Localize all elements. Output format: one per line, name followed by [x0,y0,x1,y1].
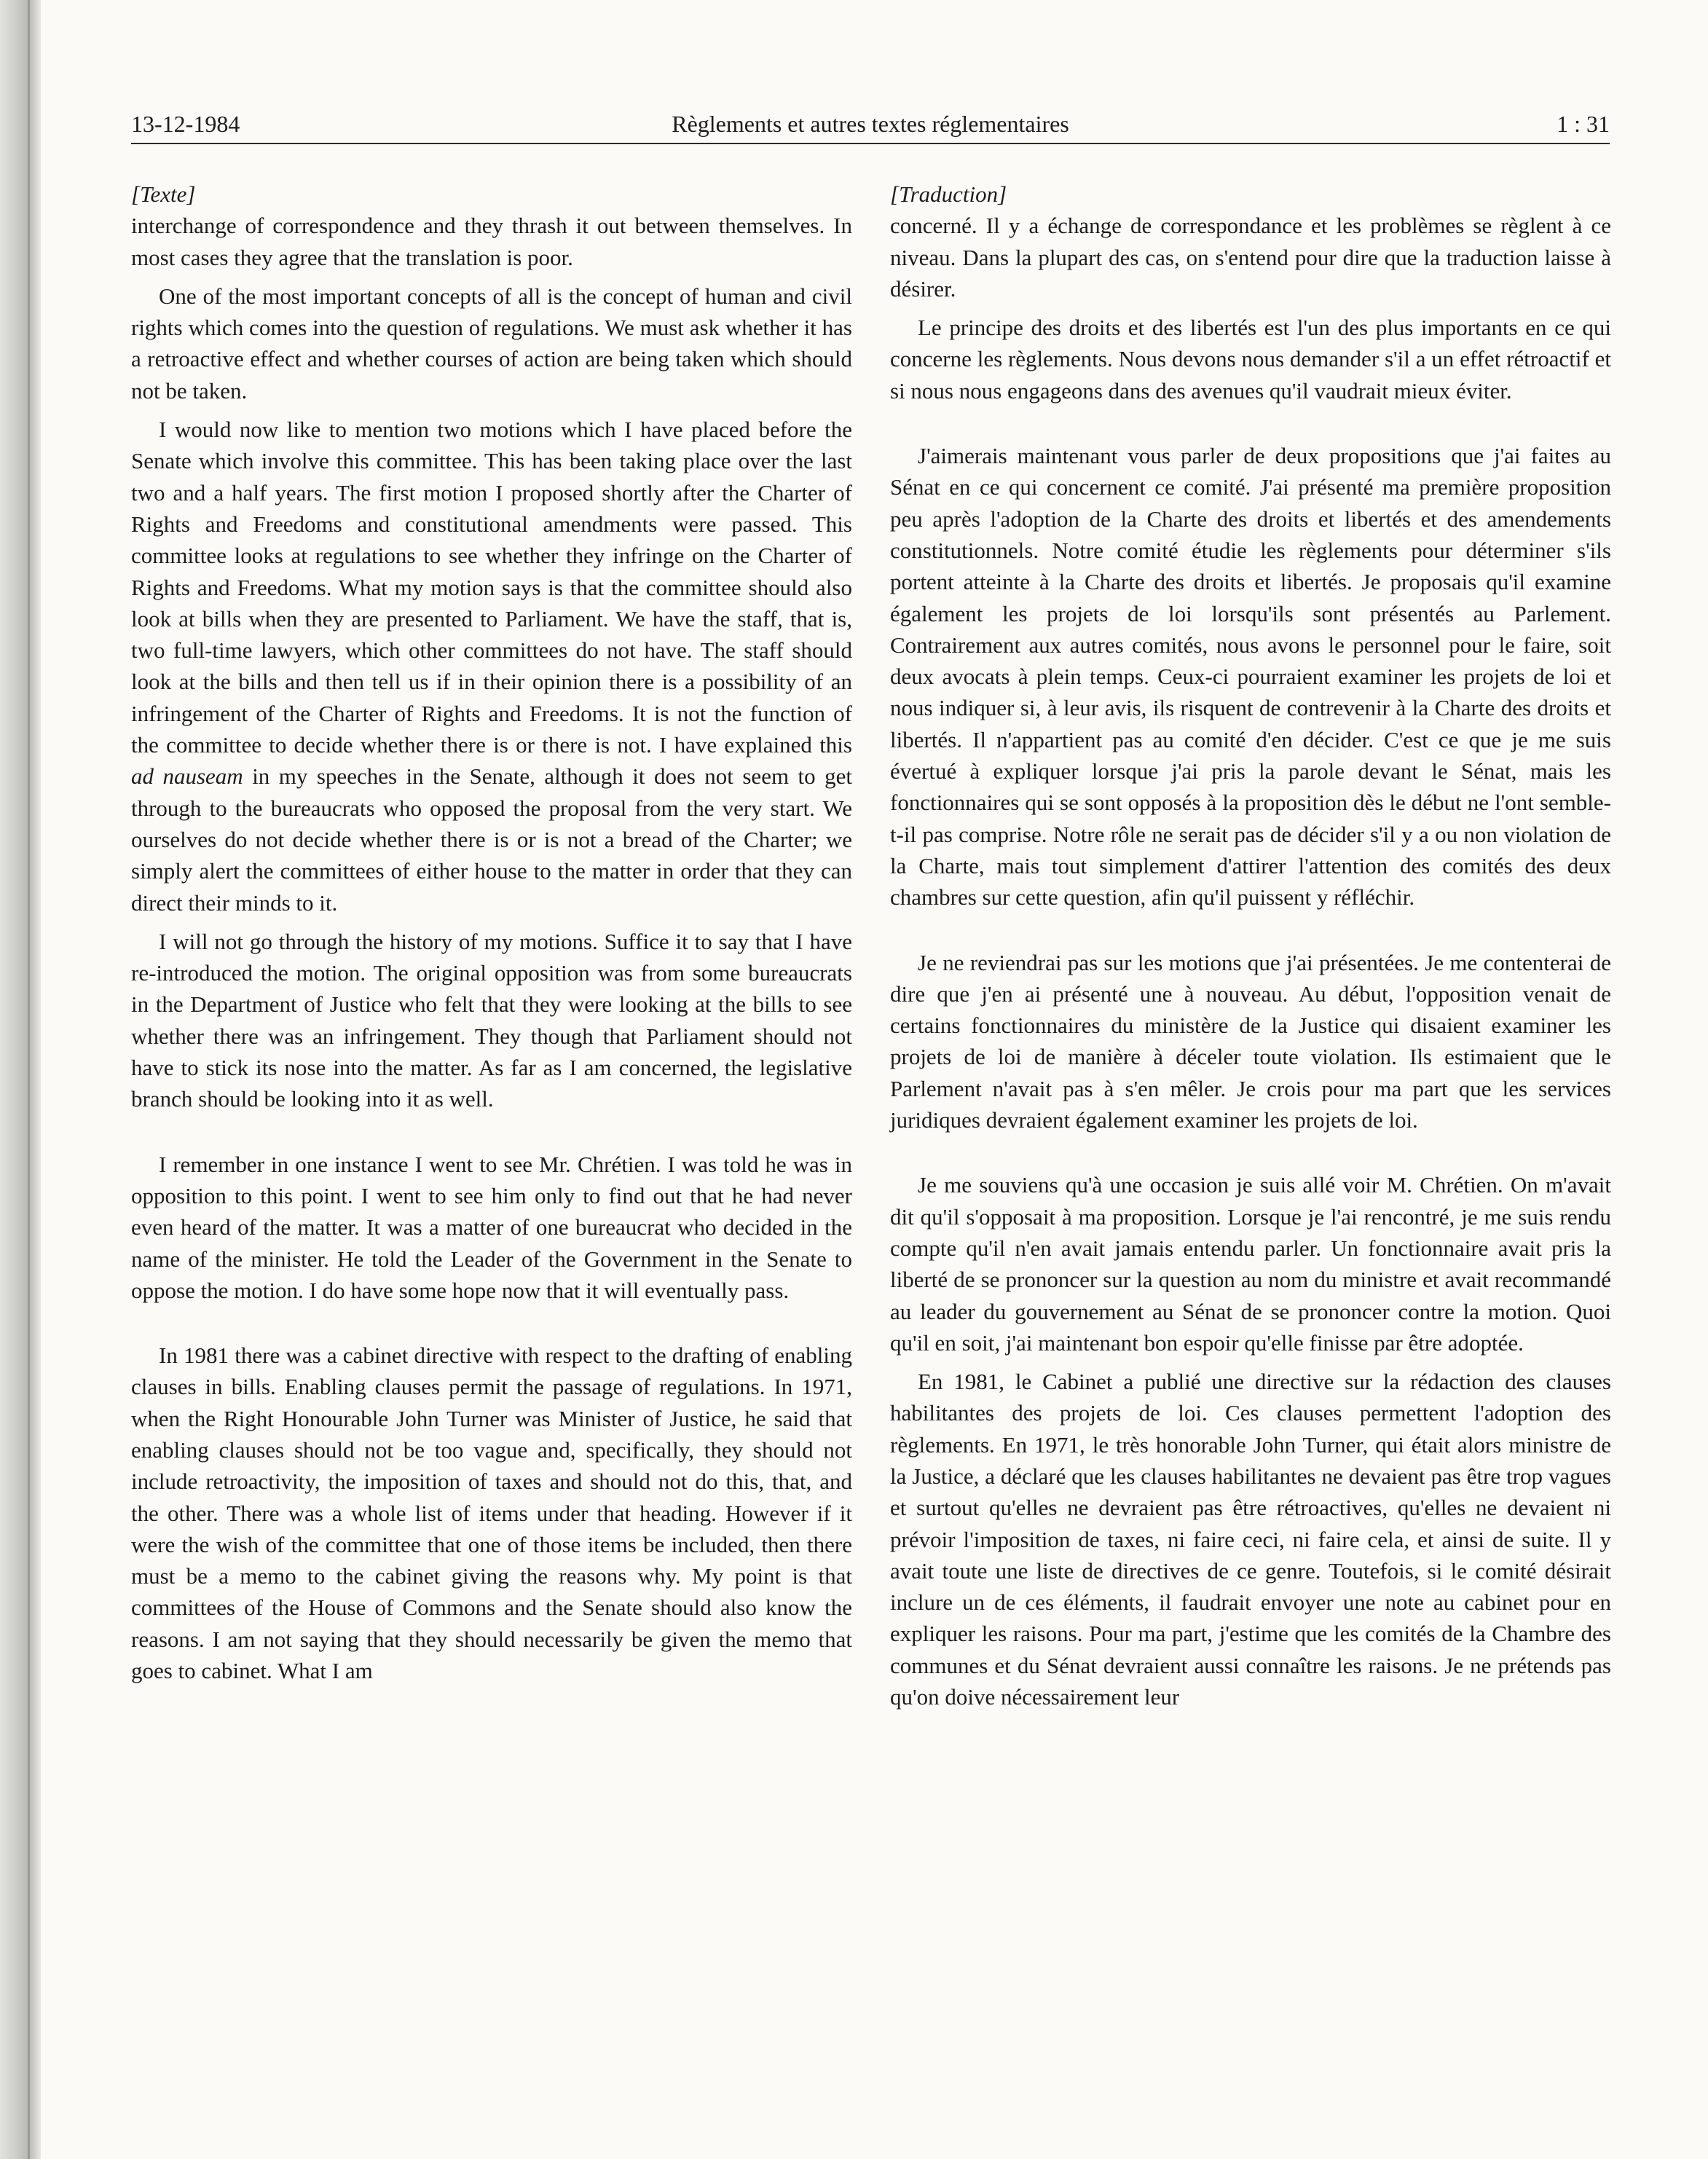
ad-nauseam-italic: ad nauseam [131,763,243,790]
french-paragraph-3: J'aimerais maintenant vous parler de deux propositions que j'ai faites au Sénat en ce qui concernent ce comité. J'ai présenté ma première proposition peu après l'adoption de la Charte des droits et libertés et des amendements constitutionnels. Notre comité étudie les règlements pour déterminer s'ils portent atteinte à la Charte des droits et libertés. Je proposais qu'il examine également les projets de loi lorsqu'ils sont présentés au Parlement. Contrairement aux autres comités, nous avons le personnel pour le faire, soit deux avocats à plein temps. Ceux-ci pourraient examiner les projets de loi et nous indiquer si, à leur avis, ils risquent de contrevenir à la Charte des droits et libertés. Il n'appartient pas au comité d'en décider. C'est ce que je me suis évertué à expliquer lorsque j'ai pris la parole devant le Sénat, mais les fonctionnaires qui se sont opposés à la proposition dès le début ne l'ont semble-t-il pas comprise. Notre rôle ne serait pas de décider s'il y a ou non violation de la Charte, mais tout simplement d'attirer l'attention des comités des deux chambres sur cette question, afin qu'il puissent y réfléchir. [890,443,1611,911]
english-paragraph-3-part-a: I would now like to mention two motions which I have placed before the Senate which involve this committee. This has been taking place over the last two and a half years. The first motion I proposed shortly after the Charter of Rights and Freedoms and constitutional amendments were passed. This committee looks at regulations to see whether they infringe on the Charter of Rights and Freedoms. What my motion says is that the committee should also look at bills when they are presented to Parliament. We have the staff, that is, two full-time lawyers, which other committees do not have. The staff should look at the bills and then tell us if in their opinion there is a possibility of an infringement of the Charter of Rights and Freedoms. It is not the function of the committee to decide whether there is or there is not. I have explained this [131,417,852,758]
binding-shadow-line [28,0,30,2159]
english-paragraph-1: interchange of correspondence and they thrash it out between themselves. In most cases they agree that the translation is poor. [131,213,852,270]
english-paragraph-6: In 1981 there was a cabinet directive with respect to the drafting of enabling clauses in bills. Enabling clauses permit the passage of regulations. In 1971, when the Right Honourable John Turner was Minister of Justice, he said that enabling clauses should not be too vague and, specifically, they should not include retroactivity, the imposition of taxes and should not do this, that, and the other. There was a whole list of items under that heading. However if it were the wish of the committee that one of those items be included, then there must be a memo to the cabinet giving the reasons why. My point is that committees of the House of Commons and the Senate should also know the reasons. I am not saying that they should necessarily be given the memo that goes to cabinet. What I am [131,1342,852,1684]
french-column [890,178,1611,1712]
header-rule [131,143,1610,144]
header-page-number: 1 : 31 [1557,111,1610,137]
english-paragraph-5: I remember in one instance I went to see Mr. Chrétien. I was told he was in opposition to this point. I went to see him only to find out that he had never even heard of the matter. It was a matter of one bureaucrat who decided in the name of the minister. He told the Leader of the Government in the Senate to oppose the motion. I do have some hope now that it will eventually pass. [131,1151,852,1303]
english-column [131,178,852,1686]
english-paragraph-3-part-b: in my speeches in the Senate, although it does not seem to get through to the bureaucrats who opposed the proposal from the very start. We ourselves do not decide whether there is or is not a bread of the Charter; we simply alert the committees of either house to the matter in order that they can direct their minds to it. [131,763,853,916]
english-paragraph-4: I will not go through the history of my motions. Suffice it to say that I have re-introduced the motion. The original opposition was from some bureaucrats in the Department of Justice who felt that they were looking at the bills to see whether there was an infringement. They though that Parliament should not have to stick its nose into the matter. As far as I am concerned, the legislative branch should be looking into it as well. [131,928,852,1112]
english-paragraph-2: One of the most important concepts of all is the concept of human and civil rights which comes into the question of regulations. We must ask whether it has a retroactive effect and whether courses of action are being taken which should not be taken. [131,283,852,404]
french-paragraph-6: En 1981, le Cabinet a publié une directive sur la rédaction des clauses habilitantes des projets de loi. Ces clauses permettent l'adoption des règlements. En 1971, le très honorable John Turner, qui était alors ministre de la Justice, a déclaré que les clauses habilitantes ne devaient pas être trop vagues et surtout qu'elles ne devraient pas être rétroactives, qu'elles ne devaient ni prévoir l'imposition de taxes, ni faire ceci, ni faire cela, et ainsi de suite. Il y avait toute une liste de directives de ce genre. Toutefois, si le comité désirait inclure un de ces éléments, il faudrait envoyer une note au cabinet pour en expliquer les raisons. Pour ma part, j'estime que les comités de la Chambre des communes et du Sénat devraient aussi connaître les raisons. Je ne prétends pas qu'on doive nécessairement leur [890,1369,1611,1710]
page-binding-edge [0,0,41,2159]
english-paragraph-3 [131,414,852,919]
french-paragraph-2: Le principe des droits et des libertés est l'un des plus importants en ce qui concerne les règlements. Nous devons nous demander s'il a un effet rétroactif et si nous nous engageons dans des avenues qu'il vaudrait mieux éviter. [890,315,1611,404]
french-paragraph-1: concerné. Il y a échange de correspondance et les problèmes se règlent à ce niveau. Dans la plupart des cas, on s'entend pour dire que la traduction laisse à désirer. [890,213,1611,302]
french-paragraph-5: Je me souviens qu'à une occasion je suis allé voir M. Chrétien. On m'avait dit qu'il s'opposait à ma proposition. Lorsque je l'ai rencontré, je me suis rendu compte qu'il n'en avait jamais entendu parler. Un fonctionnaire avait pris la liberté de se prononcer sur la question au nom du ministre et avait recommandé au leader du gouvernement au Sénat de se prononcer contre la motion. Quoi qu'il en soit, j'ai maintenant bon espoir qu'elle finisse par être adoptée. [890,1172,1611,1356]
header-title: Règlements et autres textes réglementaires [672,111,1069,137]
header-date: 13-12-1984 [131,111,240,137]
column-heading-traduction: [Traduction] [890,181,1007,207]
french-paragraph-4: Je ne reviendrai pas sur les motions que j'ai présentées. Je me contenterai de dire que j'en ai présenté une à nouveau. Au début, l'opposition venait de certains fonctionnaires du ministère de la Justice qui disaient examiner les projets de loi de manière à déceler toute violation. Ils estimaient que le Parlement n'avait pas à s'en mêler. Je crois pour ma part que les services juridiques devraient également examiner les projets de loi. [890,949,1611,1133]
column-heading-texte: [Texte] [131,181,196,207]
